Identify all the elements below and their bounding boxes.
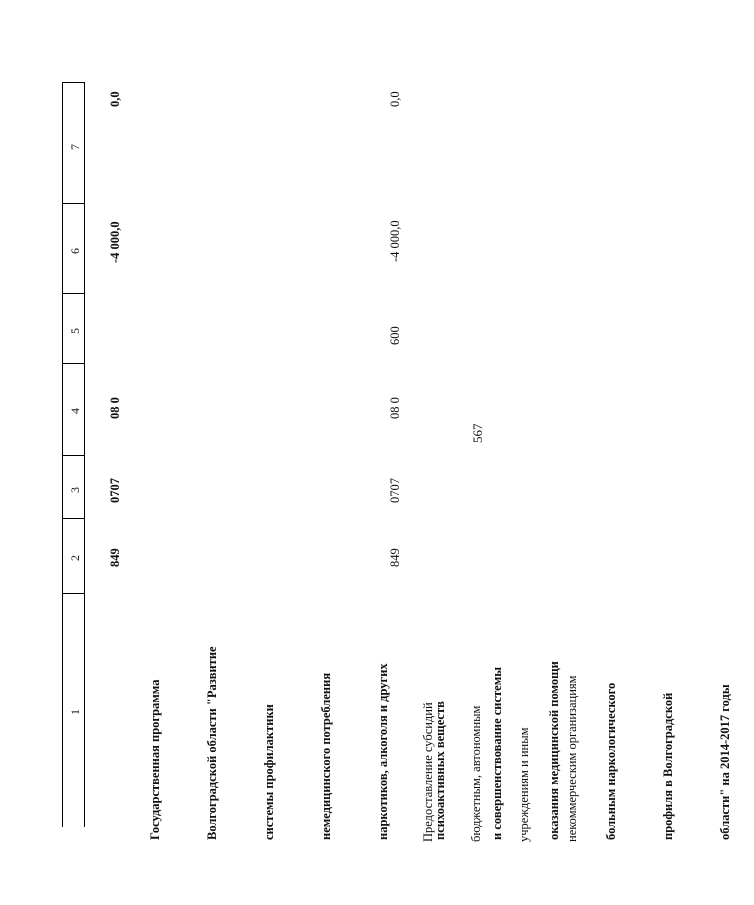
row-2-col-5: 600 (388, 326, 402, 345)
row-1-name-line: больным наркологического (604, 682, 618, 840)
row-2-col-3: 0707 (388, 478, 402, 503)
row-2-col-2: 849 (388, 548, 402, 567)
row-1-col-2: 849 (108, 548, 122, 567)
row-2-col-7: 0,0 (388, 91, 402, 107)
row-1-name-line: профиля в Волгоградской (661, 692, 675, 840)
header-sep-2-3 (62, 518, 85, 519)
header-sep-4-5 (62, 363, 85, 364)
row-1-name-line: немедицинского потребления (319, 672, 333, 840)
row-1-name-line: психоактивных веществ (433, 701, 447, 840)
row-1-col-6: -4 000,0 (108, 221, 122, 263)
header-col-5: 5 (68, 328, 82, 334)
header-col-3: 3 (68, 487, 82, 493)
header-sep-5-6 (62, 293, 85, 294)
row-1-name-line: системы профилактики (262, 704, 276, 840)
header-col-2: 2 (68, 555, 82, 561)
page-number: 567 (470, 423, 485, 443)
header-col-7: 7 (68, 144, 82, 150)
row-2-col-4: 08 0 (388, 397, 402, 419)
header-col-1: 1 (68, 709, 82, 715)
row-2-name (388, 675, 596, 842)
header-top-border (62, 82, 85, 83)
row-1-name-line: Государственная программа (148, 679, 162, 840)
header-col-4: 4 (68, 408, 82, 414)
row-1-col-4: 08 0 (108, 397, 122, 419)
row-2-col-6: -4 000,0 (388, 220, 402, 262)
row-1-name-line: области" на 2014-2017 годы (718, 684, 732, 840)
row-2-name-line: Предоставление субсидий (421, 702, 435, 842)
row-1-col-7: 0,0 (108, 91, 122, 107)
row-1-name-line: оказания медицинской помощи (547, 661, 561, 840)
header-sep-3-4 (62, 455, 85, 456)
row-1-name-line: и совершенствование системы (490, 667, 504, 840)
row-1-name-line: наркотиков, алкоголя и других (376, 663, 390, 840)
row-1-name-line: Волгоградской области "Развитие (205, 646, 219, 840)
header-col-6: 6 (68, 248, 82, 254)
header-sep-1-2 (62, 593, 85, 594)
row-1-col-3: 0707 (108, 478, 122, 503)
header-sep-6-7 (62, 203, 85, 204)
row-2-name-line: бюджетным, автономным (469, 705, 483, 842)
row-2-name-line: учреждениям и иным (517, 727, 531, 842)
row-2-name-line: некоммерческим организациям (565, 675, 579, 842)
